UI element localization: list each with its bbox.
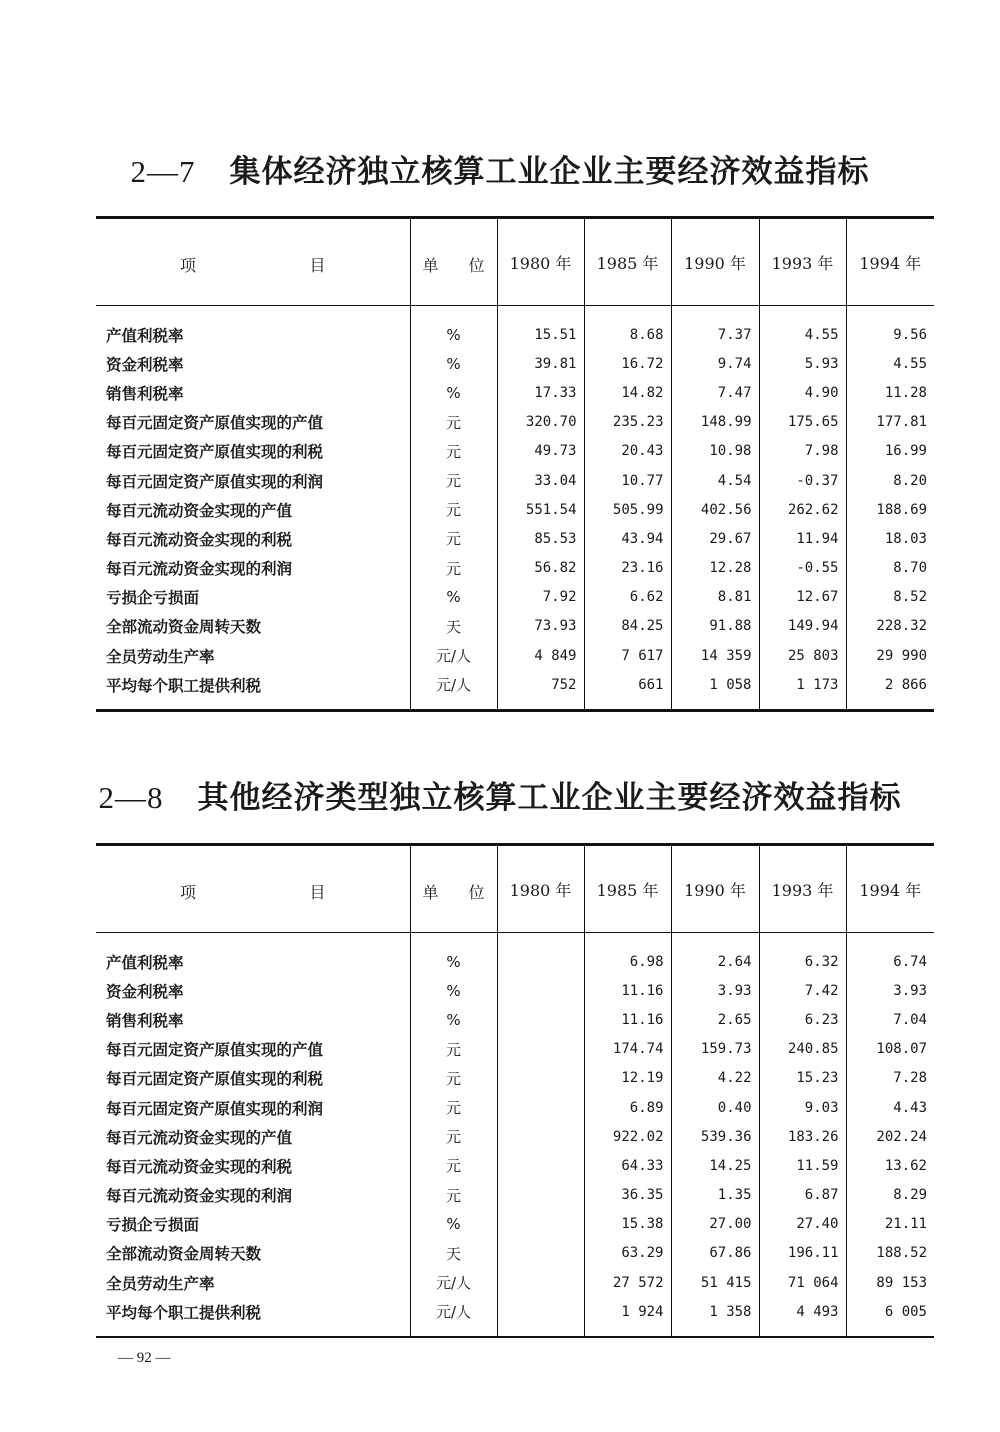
row-value: 6.32	[759, 933, 846, 977]
row-unit: 元	[410, 1181, 497, 1210]
row-value	[497, 933, 584, 977]
row-value: 63.29	[584, 1239, 671, 1268]
row-unit: 元	[410, 1093, 497, 1122]
row-value: 7.42	[759, 976, 846, 1005]
row-value: 11.94	[759, 524, 846, 553]
row-value: 6 005	[884, 1303, 927, 1320]
row-value: 262.62	[759, 495, 846, 524]
row-item-label: 产值利税率	[96, 933, 410, 977]
row-unit: 元	[410, 495, 497, 524]
row-value	[497, 1297, 584, 1337]
table-row	[96, 466, 934, 495]
row-value: -0.55	[759, 554, 846, 583]
page-number: — 92 —	[118, 1350, 171, 1366]
table-header-row	[96, 218, 934, 306]
row-value: 148.99	[671, 408, 759, 437]
row-value: 11.28	[884, 384, 927, 401]
row-value: 1.35	[671, 1181, 759, 1210]
row-value	[497, 1093, 584, 1122]
table-row	[96, 1151, 934, 1180]
row-value: 752	[497, 670, 584, 711]
table-row	[96, 583, 934, 612]
row-value: 12.67	[759, 583, 846, 612]
row-value: 29.67	[671, 524, 759, 553]
header-unit: 单 位	[410, 218, 497, 306]
table-row	[96, 1297, 934, 1337]
data-table	[96, 216, 934, 712]
row-value: 4.55	[893, 355, 927, 372]
row-value: 4.22	[671, 1064, 759, 1093]
row-item-label: 每百元流动资金实现的利润	[96, 554, 410, 583]
row-value: 11.59	[759, 1151, 846, 1180]
row-value: 661	[584, 670, 671, 711]
row-value: 0.40	[671, 1093, 759, 1122]
row-value: 6.87	[759, 1181, 846, 1210]
row-value: 17.33	[497, 378, 584, 407]
row-value: 922.02	[584, 1122, 671, 1151]
table-row	[96, 612, 934, 641]
row-value: 8.68	[584, 306, 671, 350]
row-item-label: 每百元固定资产原值实现的利税	[96, 437, 410, 466]
row-value: 7.98	[759, 437, 846, 466]
row-value	[497, 1151, 584, 1180]
row-value: 551.54	[497, 495, 584, 524]
row-value: 27 572	[584, 1268, 671, 1297]
table-row	[96, 554, 934, 583]
row-unit: 元	[410, 554, 497, 583]
row-unit: 元	[410, 524, 497, 553]
row-value: 4.90	[759, 378, 846, 407]
row-value: 1 358	[671, 1297, 759, 1337]
row-unit: 天	[410, 1239, 497, 1268]
row-value: 10.98	[671, 437, 759, 466]
row-value: 228.32	[876, 618, 927, 635]
row-value	[497, 1005, 584, 1034]
row-value: 15.38	[584, 1210, 671, 1239]
row-value: 8.29	[893, 1187, 927, 1204]
row-value	[497, 1181, 584, 1210]
row-value: 175.65	[759, 408, 846, 437]
table-number: 2—8	[98, 780, 164, 815]
row-value: 6.23	[759, 1005, 846, 1034]
row-value: 5.93	[759, 349, 846, 378]
row-unit: 元/人	[410, 1297, 497, 1337]
table-row	[96, 437, 934, 466]
row-value: 4.43	[893, 1099, 927, 1116]
row-unit: 天	[410, 612, 497, 641]
table-row	[96, 1239, 934, 1268]
row-value: 7 617	[584, 641, 671, 670]
row-item-label: 每百元流动资金实现的利税	[96, 524, 410, 553]
row-value: 202.24	[876, 1128, 927, 1145]
row-value: 15.23	[759, 1064, 846, 1093]
row-unit: 元	[410, 1122, 497, 1151]
row-value: 8.70	[893, 560, 927, 577]
row-item-label: 每百元流动资金实现的利润	[96, 1181, 410, 1210]
row-value	[497, 1064, 584, 1093]
table-row	[96, 1005, 934, 1034]
row-value: 7.92	[497, 583, 584, 612]
row-value: 4 849	[497, 641, 584, 670]
row-value: 320.70	[497, 408, 584, 437]
row-item-label: 资金利税率	[96, 976, 410, 1005]
row-value: 174.74	[584, 1035, 671, 1064]
row-value: 16.99	[884, 443, 927, 460]
row-item-label: 每百元固定资产原值实现的利润	[96, 466, 410, 495]
row-value: 21.11	[884, 1216, 927, 1233]
row-value: 71 064	[759, 1268, 846, 1297]
row-value	[497, 1210, 584, 1239]
row-value: 2.65	[671, 1005, 759, 1034]
row-value: 33.04	[497, 466, 584, 495]
row-value: 73.93	[497, 612, 584, 641]
row-value: 8.52	[893, 589, 927, 606]
row-item-label: 每百元固定资产原值实现的利润	[96, 1093, 410, 1122]
row-item-label: 全部流动资金周转天数	[96, 612, 410, 641]
header-year: 1990 年	[671, 218, 759, 306]
row-value: 159.73	[671, 1035, 759, 1064]
row-value: -0.37	[759, 466, 846, 495]
table-row	[96, 641, 934, 670]
row-value: 7.04	[893, 1011, 927, 1028]
row-item-label: 全员劳动生产率	[96, 1268, 410, 1297]
data-table	[96, 843, 934, 1338]
row-value: 15.51	[497, 306, 584, 350]
row-unit: %	[410, 1005, 497, 1034]
table-row	[96, 1035, 934, 1064]
table-row	[96, 524, 934, 553]
row-value: 6.98	[584, 933, 671, 977]
row-unit: %	[410, 933, 497, 977]
row-value: 12.28	[671, 554, 759, 583]
row-value: 51 415	[671, 1268, 759, 1297]
row-value: 39.81	[497, 349, 584, 378]
row-value: 6.62	[584, 583, 671, 612]
table-number: 2—7	[130, 154, 196, 189]
row-value: 29 990	[876, 647, 927, 664]
row-item-label: 每百元固定资产原值实现的产值	[96, 1035, 410, 1064]
row-value: 64.33	[584, 1151, 671, 1180]
row-value: 4.55	[759, 306, 846, 350]
row-item-label: 资金利税率	[96, 349, 410, 378]
row-value: 1 924	[584, 1297, 671, 1337]
row-unit: %	[410, 378, 497, 407]
row-value	[497, 976, 584, 1005]
row-unit: 元	[410, 437, 497, 466]
row-value: 4 493	[759, 1297, 846, 1337]
header-year: 1980 年	[497, 845, 584, 933]
row-value: 43.94	[584, 524, 671, 553]
row-value: 188.52	[876, 1245, 927, 1262]
table-row	[96, 1268, 934, 1297]
row-value: 1 173	[759, 670, 846, 711]
row-value: 6.89	[584, 1093, 671, 1122]
row-value: 196.11	[759, 1239, 846, 1268]
row-value: 89 153	[876, 1274, 927, 1291]
row-value: 402.56	[671, 495, 759, 524]
row-value: 84.25	[584, 612, 671, 641]
row-value: 14 359	[671, 641, 759, 670]
table-row	[96, 1093, 934, 1122]
row-value: 7.37	[671, 306, 759, 350]
table-row	[96, 1210, 934, 1239]
header-year: 1980 年	[497, 218, 584, 306]
row-value: 539.36	[671, 1122, 759, 1151]
table-row	[96, 976, 934, 1005]
row-item-label: 平均每个职工提供利税	[96, 1297, 410, 1337]
row-value: 3.93	[671, 976, 759, 1005]
row-value: 23.16	[584, 554, 671, 583]
row-value: 8.81	[671, 583, 759, 612]
table-row	[96, 670, 934, 711]
row-value: 27.40	[759, 1210, 846, 1239]
row-value: 10.77	[584, 466, 671, 495]
row-unit: 元/人	[410, 641, 497, 670]
row-item-label: 每百元流动资金实现的利税	[96, 1151, 410, 1180]
table-row	[96, 1122, 934, 1151]
row-item-label: 产值利税率	[96, 306, 410, 350]
row-value	[497, 1035, 584, 1064]
row-item-label: 每百元固定资产原值实现的利税	[96, 1064, 410, 1093]
row-value: 20.43	[584, 437, 671, 466]
row-value: 6.74	[893, 953, 927, 970]
row-value: 240.85	[759, 1035, 846, 1064]
row-value	[497, 1122, 584, 1151]
table-row	[96, 378, 934, 407]
row-unit: %	[410, 976, 497, 1005]
row-value: 4.54	[671, 466, 759, 495]
row-value: 85.53	[497, 524, 584, 553]
row-value: 36.35	[584, 1181, 671, 1210]
table-title	[0, 772, 1000, 817]
table-row	[96, 1064, 934, 1093]
row-value: 25 803	[759, 641, 846, 670]
row-value: 188.69	[876, 501, 927, 518]
row-unit: 元	[410, 466, 497, 495]
row-value: 9.56	[893, 326, 927, 343]
row-value: 14.25	[671, 1151, 759, 1180]
row-unit: 元	[410, 1151, 497, 1180]
header-year: 1994 年	[846, 845, 934, 933]
row-value: 177.81	[876, 414, 927, 431]
header-item: 项 目	[96, 218, 410, 306]
table-row	[96, 306, 934, 350]
table-row	[96, 408, 934, 437]
row-value: 14.82	[584, 378, 671, 407]
row-value: 12.19	[584, 1064, 671, 1093]
row-value: 9.03	[759, 1093, 846, 1122]
header-year: 1994 年	[846, 218, 934, 306]
header-year: 1985 年	[584, 218, 671, 306]
row-item-label: 销售利税率	[96, 378, 410, 407]
header-year: 1985 年	[584, 845, 671, 933]
table-row	[96, 349, 934, 378]
table-title-text: 集体经济独立核算工业企业主要经济效益指标	[229, 154, 870, 190]
row-value: 2 866	[884, 676, 927, 693]
row-unit: 元/人	[410, 670, 497, 711]
row-value: 3.93	[893, 982, 927, 999]
header-year: 1993 年	[759, 218, 846, 306]
table-row	[96, 933, 934, 977]
row-item-label: 每百元流动资金实现的产值	[96, 1122, 410, 1151]
row-unit: %	[410, 583, 497, 612]
row-item-label: 平均每个职工提供利税	[96, 670, 410, 711]
row-value: 11.16	[584, 976, 671, 1005]
header-unit: 单 位	[410, 845, 497, 933]
row-value	[497, 1239, 584, 1268]
row-unit: 元/人	[410, 1268, 497, 1297]
row-value: 2.64	[671, 933, 759, 977]
row-item-label: 销售利税率	[96, 1005, 410, 1034]
row-value: 235.23	[584, 408, 671, 437]
row-unit: %	[410, 349, 497, 378]
row-item-label: 全部流动资金周转天数	[96, 1239, 410, 1268]
row-item-label: 全员劳动生产率	[96, 641, 410, 670]
row-unit: %	[410, 306, 497, 350]
row-unit: 元	[410, 1035, 497, 1064]
row-value: 505.99	[584, 495, 671, 524]
table-row	[96, 495, 934, 524]
row-item-label: 亏损企亏损面	[96, 1210, 410, 1239]
row-value: 7.47	[671, 378, 759, 407]
table-header-row	[96, 845, 934, 933]
row-item-label: 亏损企亏损面	[96, 583, 410, 612]
header-year: 1990 年	[671, 845, 759, 933]
header-item: 项 目	[96, 845, 410, 933]
row-value: 149.94	[759, 612, 846, 641]
row-value: 49.73	[497, 437, 584, 466]
table-title-text: 其他经济类型独立核算工业企业主要经济效益指标	[197, 780, 902, 816]
row-value: 13.62	[884, 1157, 927, 1174]
row-value: 1 058	[671, 670, 759, 711]
header-year: 1993 年	[759, 845, 846, 933]
row-value: 7.28	[893, 1070, 927, 1087]
row-value: 8.20	[893, 472, 927, 489]
row-unit: 元	[410, 408, 497, 437]
row-value: 108.07	[876, 1041, 927, 1058]
row-unit: 元	[410, 1064, 497, 1093]
row-value: 27.00	[671, 1210, 759, 1239]
row-value: 91.88	[671, 612, 759, 641]
row-item-label: 每百元流动资金实现的产值	[96, 495, 410, 524]
row-value: 16.72	[584, 349, 671, 378]
row-value: 67.86	[671, 1239, 759, 1268]
row-value: 183.26	[759, 1122, 846, 1151]
row-value: 11.16	[584, 1005, 671, 1034]
table-title	[0, 146, 1000, 191]
row-value	[497, 1268, 584, 1297]
table-row	[96, 1181, 934, 1210]
row-value: 18.03	[884, 530, 927, 547]
row-item-label: 每百元固定资产原值实现的产值	[96, 408, 410, 437]
row-value: 9.74	[671, 349, 759, 378]
row-unit: %	[410, 1210, 497, 1239]
row-value: 56.82	[497, 554, 584, 583]
